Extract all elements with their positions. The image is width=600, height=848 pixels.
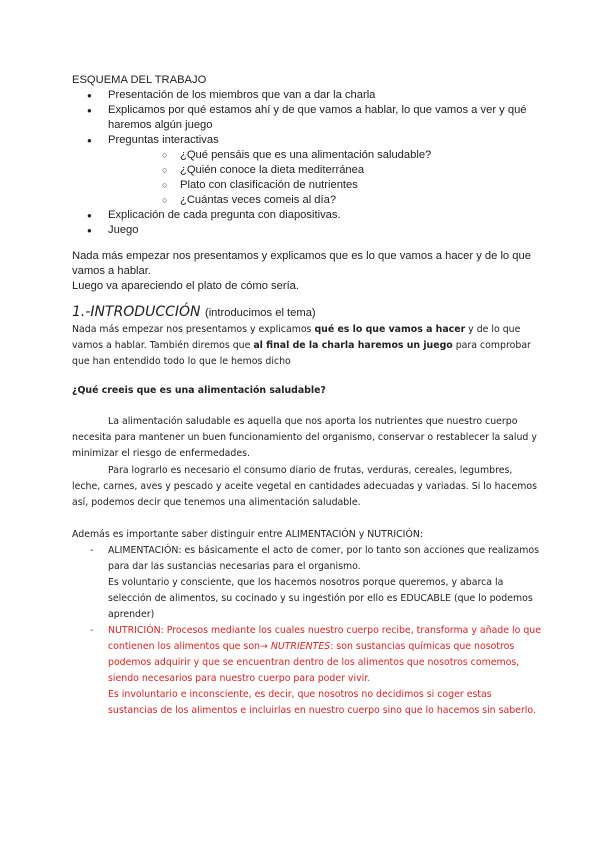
intro-text [72, 249, 542, 294]
question-heading: ¿Qué creeis que es una alimentación saludable? [72, 385, 326, 396]
italic-run: NUTRIENTES [270, 641, 331, 652]
definition-paragraph: Para lograrlo es necesario el consumo diario de frutas, verduras, cereales, legumbres, leche, carnes, aves y pescado y aceite vegetal en cantidades adecuadas y variadas. Si lo hacemos así, podemos decir que tenemos una alimentación saludable. [72, 465, 537, 508]
outline-item-label: Preguntas interactivas [108, 134, 219, 146]
concept-alimentacion [72, 543, 542, 623]
distinguish-line: Además es importante saber distinguir entre ALIMENTACIÓN y NUTRICIÓN: [72, 529, 423, 540]
section-title: 1.-INTRODUCCIÓN [72, 304, 201, 320]
concept-text: Es voluntario y consciente, que los hacemos nosotros porque queremos, y abarca la selección de alimentos, su cocinado y su ingestión por ello es EDUCABLE (que lo podemos aprender) [108, 577, 533, 620]
outline-item: ● Explicamos por qué estamos ahí y de que vamos a hablar, lo que vamos a ver y qué haremos algún juego [72, 103, 542, 133]
concept-text: Es involuntario e inconsciente, es decir, que nosotros no decidimos si coger estas sustancias de los alimentos e incluirlas en nuestro cuerpo sino que lo hacemos sin saberlo. [108, 689, 536, 716]
intro-line: Luego va apareciendo el plato de cómo sería. [72, 280, 300, 292]
outline-item: ● Presentación de los miembros que van a dar la charla [72, 88, 542, 103]
outline-item: ● Explicación de cada pregunta con diapositivas. [72, 208, 542, 223]
concept-list [72, 543, 542, 719]
bold-run: qué es lo que vamos a hacer [314, 324, 466, 335]
text-run: y de lo que vamos a hablar. También diremos que [72, 324, 521, 351]
section-note: (introducimos el tema) [204, 307, 316, 319]
concept-text [108, 623, 542, 687]
outline-subitem: ○ ¿Cuántas veces comeis al día? [108, 193, 542, 208]
concept-text: - ALIMENTACIÓN: es básicamente el acto de comer, por lo tanto son acciones que realizamos para dar las sustancias necesarias para el organismo. [108, 545, 539, 572]
outline-item: ● Juego [72, 223, 542, 238]
concept-nutricion [72, 623, 542, 719]
outline-subitem: ○ ¿Quién conoce la dieta mediterránea [108, 163, 542, 178]
outline-item [72, 133, 542, 208]
outline-title: ESQUEMA DEL TRABAJO [72, 74, 207, 86]
section-heading [72, 303, 316, 321]
intro-line: Nada más empezar nos presentamos y explicamos que es lo que vamos a hacer y de lo que vamos a hablar. [72, 250, 531, 277]
text-run: Nada más empezar nos presentamos y explicamos [72, 324, 315, 335]
intro-paragraph [72, 322, 542, 370]
text-run: : son sustancias químicas que nosotros podemos adquirir y que se encuentran dentro de los alimentos que nosotros comemos, siendo necesarios para nuestro cuerpo para poder vivir. [108, 641, 520, 684]
outline-list [72, 88, 542, 238]
bold-run: al final de la charla haremos un juego [253, 340, 453, 351]
outline-subitem: ○ Plato con clasificación de nutrientes [108, 178, 542, 193]
outline-subitem: ○ ¿Qué pensáis que es una alimentación saludable? [108, 148, 542, 163]
outline-sublist [108, 148, 542, 208]
definition-paragraph: La alimentación saludable es aquella que nos aporta los nutrientes que nuestro cuerpo necesita para mantener un buen funcionamiento del organismo, conservar o restablecer la salud y minimizar el riesgo de enfermedades. [72, 416, 537, 459]
text-run: para comprobar que han entendido todo lo que le hemos dicho [72, 340, 531, 367]
text-run: NUTRICIÓN: Procesos mediante los cuales nuestro cuerpo recibe, transforma y añade lo que contienen los alimentos que son→ [108, 625, 541, 652]
